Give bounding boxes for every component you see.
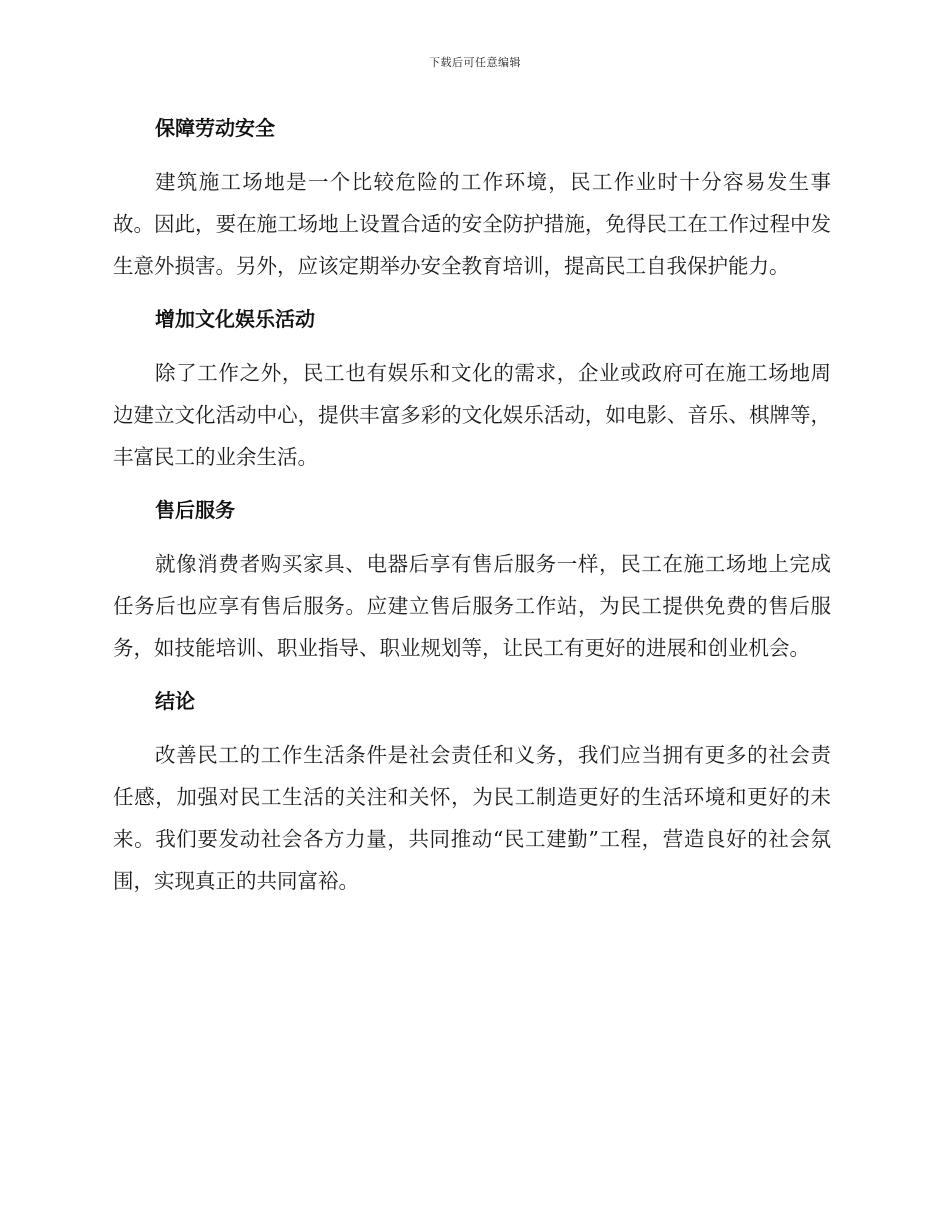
section-heading: 售后服务 <box>155 498 235 522</box>
page-header-note: 下载后可任意编辑 <box>429 56 521 69</box>
section-heading: 增加文化娱乐活动 <box>155 307 315 331</box>
section-labor-safety <box>113 108 831 299</box>
section-conclusion <box>113 681 831 902</box>
section-paragraph: 除了工作之外，民工也有娱乐和文化的需求，企业或政府可在施工场地周边建立文化活动中心，提供丰富多彩的文化娱乐活动，如电影、音乐、棋牌等，丰富民工的业余生活。 <box>113 361 831 469</box>
section-heading: 结论 <box>155 689 195 713</box>
section-cultural-activities <box>113 299 831 490</box>
section-paragraph: 就像消费者购买家具、电器后享有售后服务一样，民工在施工场地上完成任务后也应享有售后服务。应建立售后服务工作站，为民工提供免费的售后服务，如技能培训、职业指导、职业规划等，让民工有更好的进展和创业机会。 <box>113 552 831 660</box>
section-after-sales-service <box>113 490 831 681</box>
section-heading: 保障劳动安全 <box>155 116 275 140</box>
section-paragraph: 改善民工的工作生活条件是社会责任和义务，我们应当拥有更多的社会责任感，加强对民工生活的关注和关怀，为民工制造更好的生活环境和更好的未来。我们要发动社会各方力量，共同推动“民工建勤”工程，营造良好的社会氛围，实现真正的共同富裕。 <box>113 743 831 893</box>
document-body <box>113 108 831 902</box>
section-paragraph: 建筑施工场地是一个比较危险的工作环境，民工作业时十分容易发生事故。因此，要在施工场地上设置合适的安全防护措施，免得民工在工作过程中发生意外损害。另外，应该定期举办安全教育培训，提高民工自我保护能力。 <box>113 170 831 278</box>
